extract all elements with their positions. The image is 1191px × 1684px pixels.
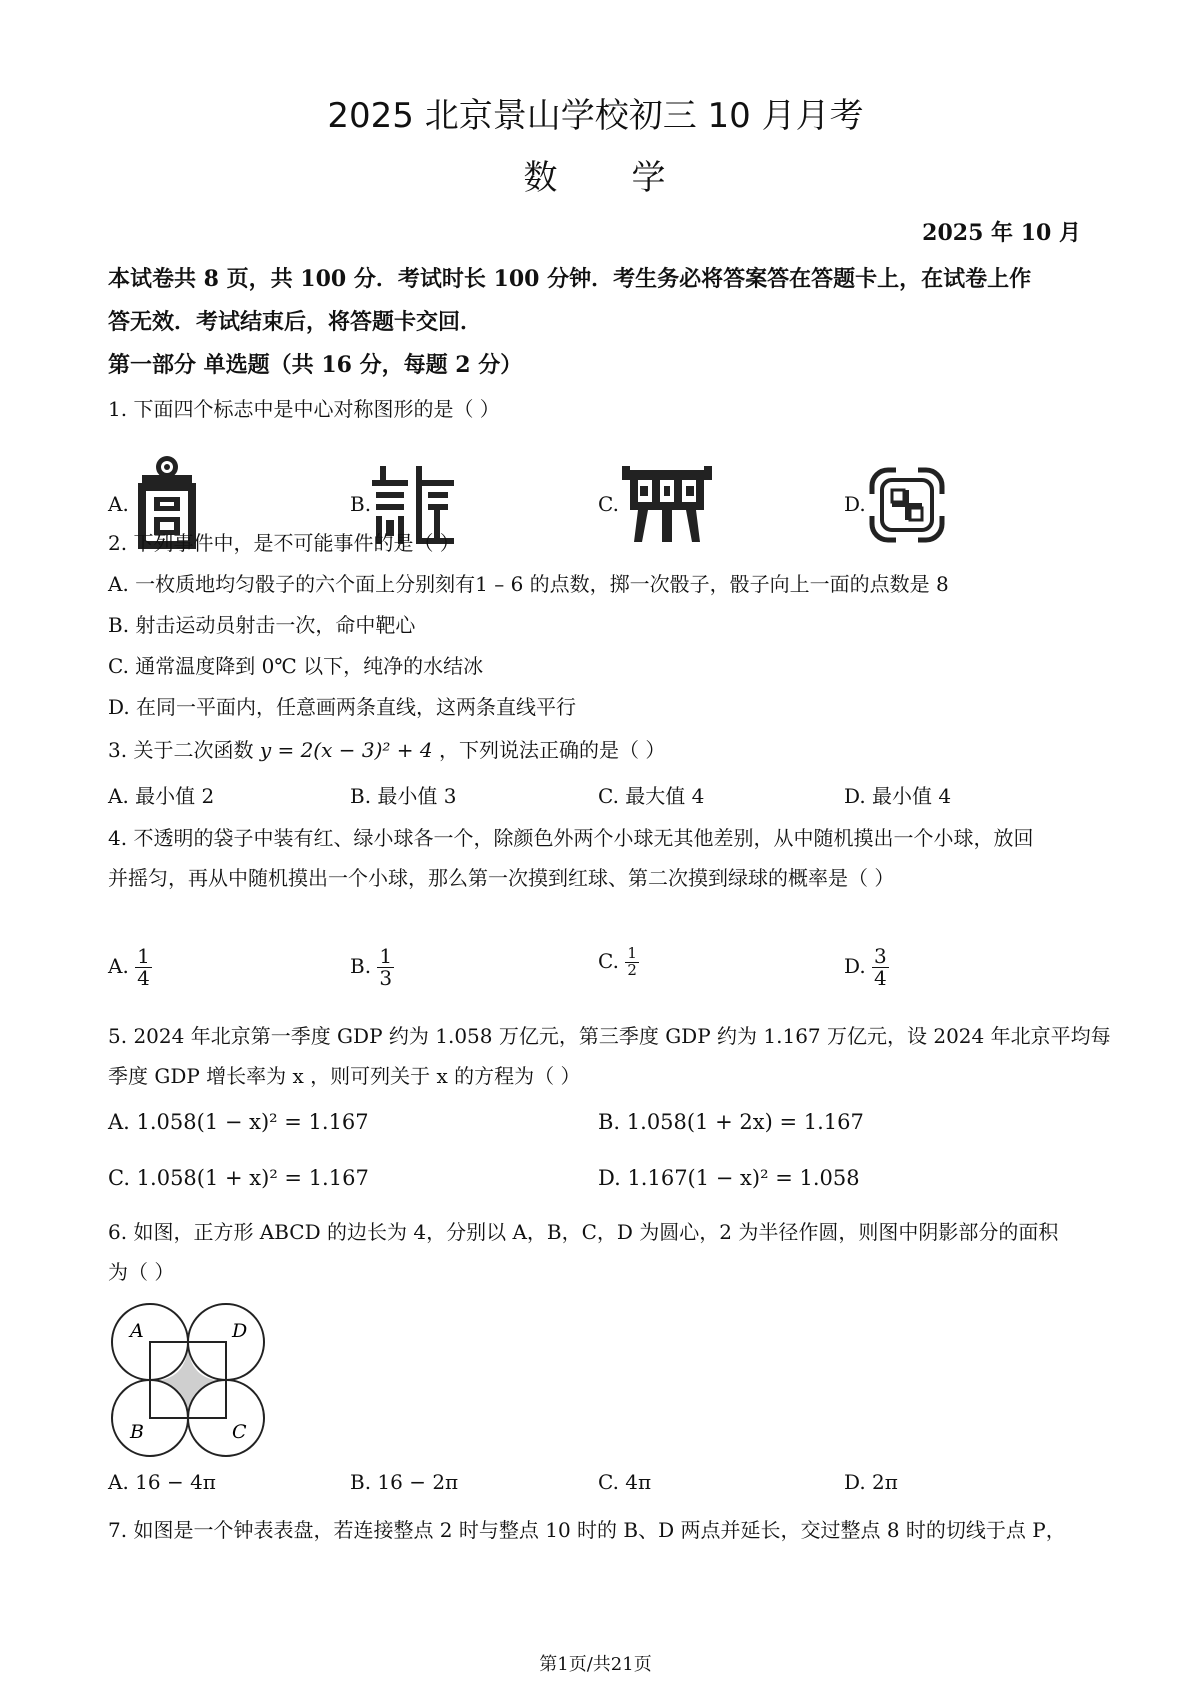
q5-option-c: C. 1.058(1 + x)² = 1.167 xyxy=(108,1166,369,1190)
q2-option-a: A. 一枚质地均匀骰子的六个面上分别刻有1 – 6 的点数，掷一次骰子，骰子向上一面的点数是 8 xyxy=(108,572,949,596)
q6-option-c: C. 4π xyxy=(598,1470,652,1494)
q1-option-c-label: C. xyxy=(598,492,619,516)
q6-label-d: D xyxy=(232,1320,248,1342)
q3-option-d: D. 最小值 4 xyxy=(844,784,952,808)
q1-option-a-label: A. xyxy=(108,492,129,516)
page-number: 第1页/共21页 xyxy=(539,1654,652,1675)
q4-b-numerator: 1 xyxy=(379,944,393,968)
q3-option-c: C. 最大值 4 xyxy=(598,784,705,808)
q6-label-b: B xyxy=(130,1421,144,1443)
q4-a-denominator: 4 xyxy=(137,966,150,990)
question-3-stem xyxy=(108,734,665,763)
q3-option-b: B. 最小值 3 xyxy=(350,784,457,808)
exam-title: 2025 北京景山学校初三 10 月月考 xyxy=(327,96,864,136)
q4-b-denominator: 3 xyxy=(379,966,393,990)
q6-figure xyxy=(108,1300,268,1460)
question-4-line2: 并摇匀，再从中随机摸出一个小球，那么第一次摸到红球、第二次摸到绿球的概率是（ ） xyxy=(108,866,895,890)
q4-d-denominator: 4 xyxy=(874,966,887,990)
q4-option-d-label: D. xyxy=(844,954,866,978)
question-1-stem: 1. 下面四个标志中是中心对称图形的是（ ） xyxy=(108,397,500,421)
q5-option-b: B. 1.058(1 + 2x) = 1.167 xyxy=(598,1110,864,1134)
q6-label-c: C xyxy=(232,1421,247,1443)
q4-option-c xyxy=(598,946,639,979)
q4-option-b-label: B. xyxy=(350,954,372,978)
q4-a-numerator: 1 xyxy=(137,944,150,968)
q1-logo-c-icon xyxy=(622,466,712,542)
q4-option-d xyxy=(844,946,889,989)
q1-logo-d-icon xyxy=(868,466,946,544)
q6-option-a: A. 16 − 4π xyxy=(108,1470,216,1494)
section-heading: 第一部分 单选题（共 16 分，每题 2 分） xyxy=(108,352,523,378)
q4-option-a xyxy=(108,946,152,989)
question-4-line1: 4. 不透明的袋子中装有红、绿小球各一个，除颜色外两个小球无其他差别，从中随机摸出一个小球，放回 xyxy=(108,826,1034,850)
q2-option-b: B. 射击运动员射击一次，命中靶心 xyxy=(108,613,416,637)
q3-stem-suffix: ，下列说法正确的是（ ） xyxy=(438,738,666,762)
q4-option-b xyxy=(350,946,394,989)
q3-option-a: A. 最小值 2 xyxy=(108,784,215,808)
q5-option-a: A. 1.058(1 − x)² = 1.167 xyxy=(108,1110,369,1134)
q3-formula: y = 2(x − 3)² + 4 xyxy=(259,738,433,762)
instructions-line1: 本试卷共 8 页，共 100 分．考试时长 100 分钟．考生务必将答案答在答题卡上，在试卷上作 xyxy=(108,266,1032,292)
q4-option-c-label: C. xyxy=(598,948,619,973)
question-5-line1: 5. 2024 年北京第一季度 GDP 约为 1.058 万亿元，第三季度 GDP 约为 1.167 万亿元，设 2024 年北京平均每 xyxy=(108,1024,1111,1048)
question-6-line1: 6. 如图，正方形 ABCD 的边长为 4，分别以 A，B，C，D 为圆心，2 为半径作圆，则图中阴影部分的面积 xyxy=(108,1220,1059,1244)
q6-option-d: D. 2π xyxy=(844,1470,898,1494)
question-7-line1: 7. 如图是一个钟表表盘，若连接整点 2 时与整点 10 时的 B、D 两点并延长，交过整点 8 时的切线于点 P， xyxy=(108,1518,1066,1542)
q1-option-b-label: B. xyxy=(350,492,372,516)
q4-option-a-label: A. xyxy=(108,954,129,978)
q4-c-denominator: 2 xyxy=(627,960,637,979)
question-5-line2: 季度 GDP 增长率为 x ，则可列关于 x 的方程为（ ） xyxy=(108,1064,581,1088)
q2-option-d: D. 在同一平面内，任意画两条直线，这两条直线平行 xyxy=(108,695,577,719)
exam-date: 2025 年 10 月 xyxy=(922,220,1081,246)
q4-d-numerator: 3 xyxy=(874,944,887,968)
q4-c-numerator: 1 xyxy=(627,944,637,962)
q5-option-d: D. 1.167(1 − x)² = 1.058 xyxy=(598,1166,860,1190)
subject-title: 数 学 xyxy=(523,158,668,198)
q6-label-a: A xyxy=(130,1320,144,1342)
q2-option-c: C. 通常温度降到 0℃ 以下，纯净的水结冰 xyxy=(108,654,484,678)
question-2-stem: 2. 下列事件中，是不可能事件的是（ ） xyxy=(108,531,460,555)
instructions-line2: 答无效．考试结束后，将答题卡交回． xyxy=(108,309,483,335)
question-6-line2: 为（ ） xyxy=(108,1260,175,1284)
q3-stem-prefix: 3. 关于二次函数 xyxy=(108,738,254,762)
q1-option-d-label: D. xyxy=(844,492,866,516)
q6-option-b: B. 16 − 2π xyxy=(350,1470,459,1494)
